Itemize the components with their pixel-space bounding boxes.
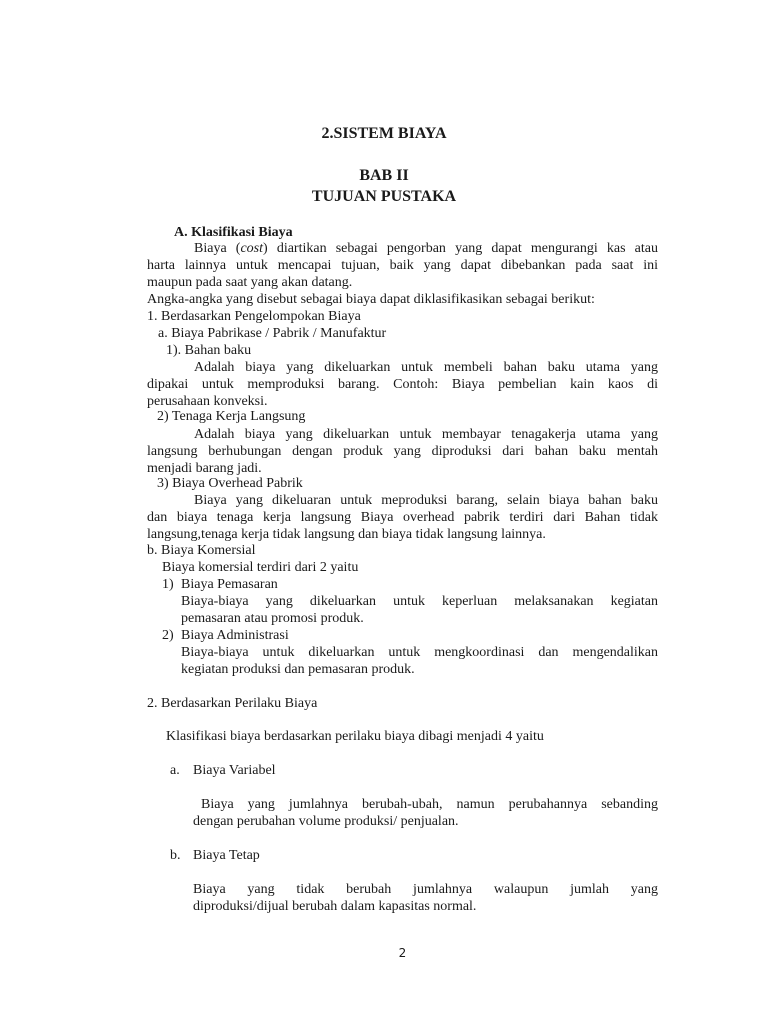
- paragraph-line: Angka-angka yang disebut sebagai biaya dapat diklasifikasikan sebagai berikut:: [147, 292, 595, 307]
- title-tujuan-pustaka: TUJUAN PUSTAKA: [311, 188, 457, 205]
- title-sistem-biaya: 2.SISTEM BIAYA: [321, 125, 447, 142]
- paragraph-line: Biaya yang tidak berubah jumlahnya walaupun jumlah yang: [193, 882, 658, 897]
- list-item-overhead: 3) Biaya Overhead Pabrik: [157, 476, 303, 491]
- title-bab: BAB II: [359, 167, 409, 184]
- text-run: Biaya (: [194, 241, 241, 256]
- page-number: 2: [398, 946, 407, 960]
- paragraph-line: langsung,tenaga kerja tidak langsung dan biaya tidak langsung lainnya.: [147, 527, 546, 542]
- list-item-tenaga-kerja: 2) Tenaga Kerja Langsung: [157, 409, 306, 424]
- paragraph-line: menjadi barang jadi.: [147, 461, 262, 476]
- paragraph-line: perusahaan konveksi.: [147, 394, 268, 409]
- text-run: ) diartikan sebagai pengorban yang dapat mengurangi kas atau: [263, 241, 658, 256]
- paragraph-line: Adalah biaya yang dikeluarkan untuk membayar tenagakerja utama yang: [194, 427, 658, 442]
- list-subheading-b: b. Biaya Komersial: [147, 543, 256, 558]
- list-item-administrasi: Biaya Administrasi: [181, 628, 289, 643]
- paragraph-line: dan biaya tenaga kerja langsung Biaya overhead pabrik terdiri dari Bahan tidak: [147, 510, 658, 525]
- list-heading-1: 1. Berdasarkan Pengelompokan Biaya: [147, 309, 361, 324]
- list-item-biaya-variabel: Biaya Variabel: [193, 763, 276, 778]
- list-item-bahan-baku: 1). Bahan baku: [166, 343, 252, 358]
- paragraph-line: diproduksi/dijual berubah dalam kapasitas normal.: [193, 899, 477, 914]
- list-subheading-a: a. Biaya Pabrikase / Pabrik / Manufaktur: [158, 326, 387, 341]
- paragraph-line: dengan perubahan volume produksi/ penjualan.: [193, 814, 459, 829]
- section-a-heading: A. Klasifikasi Biaya: [174, 225, 293, 240]
- paragraph-line: Biaya-biaya untuk dikeluarkan untuk mengkoordinasi dan mengendalikan: [181, 645, 658, 660]
- paragraph-line: dipakai untuk memproduksi barang. Contoh: Biaya pembelian kain kaos di: [147, 377, 658, 392]
- paragraph-line: harta lainnya untuk mencapai tujuan, baik yang dapat dibebankan pada saat ini: [147, 258, 658, 273]
- paragraph-line: maupun pada saat yang akan datang.: [147, 275, 353, 290]
- paragraph-line: kegiatan produksi dan pemasaran produk.: [181, 662, 415, 677]
- paragraph-line: Adalah biaya yang dikeluarkan untuk membeli bahan baku utama yang: [194, 360, 658, 375]
- list-item-biaya-tetap: Biaya Tetap: [193, 848, 260, 863]
- list-number: 2): [162, 628, 174, 643]
- list-number: 1): [162, 577, 174, 592]
- list-item-pemasaran: Biaya Pemasaran: [181, 577, 278, 592]
- paragraph-line: pemasaran atau promosi produk.: [181, 611, 364, 626]
- italic-term: cost: [240, 241, 264, 256]
- list-heading-2: 2. Berdasarkan Perilaku Biaya: [147, 696, 318, 711]
- list-letter: b.: [170, 848, 181, 863]
- paragraph-line: Biaya komersial terdiri dari 2 yaitu: [162, 560, 359, 575]
- paragraph-line: Klasifikasi biaya berdasarkan perilaku biaya dibagi menjadi 4 yaitu: [166, 729, 544, 744]
- paragraph-line: [194, 240, 658, 257]
- paragraph-line: Biaya yang dikeluaran untuk meproduksi barang, selain biaya bahan baku: [194, 493, 658, 508]
- paragraph-line: langsung berhubungan dengan produk yang diproduksi dari bahan baku mentah: [147, 444, 658, 459]
- paragraph-line: Biaya yang jumlahnya berubah-ubah, namun perubahannya sebanding: [201, 797, 658, 812]
- paragraph-line: Biaya-biaya yang dikeluarkan untuk keperluan melaksanakan kegiatan: [181, 594, 658, 609]
- list-letter: a.: [170, 763, 180, 778]
